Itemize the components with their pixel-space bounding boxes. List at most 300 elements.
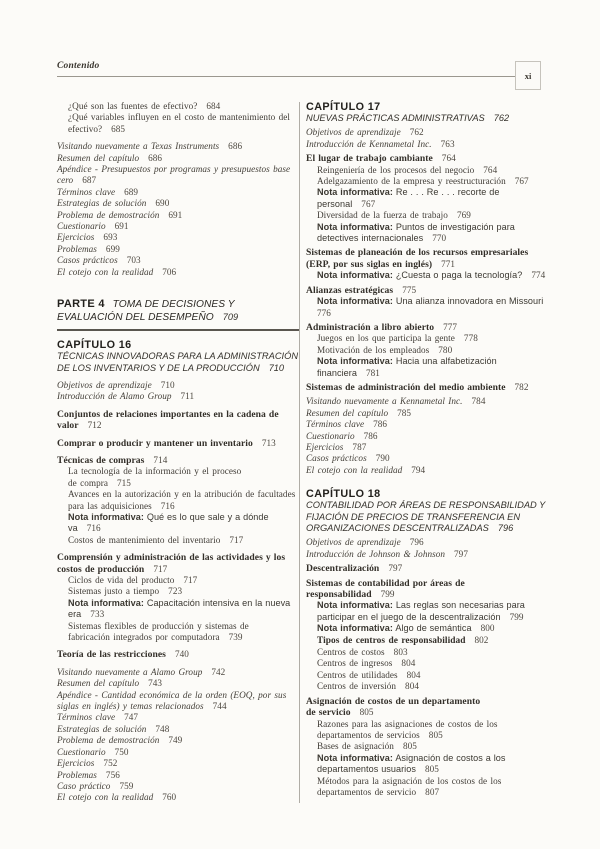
entry-text: Centros de ingresos	[317, 658, 393, 669]
entry-text: Visitando nuevamente a Kennametal Inc.	[306, 396, 463, 407]
entry-text: Casos prácticos	[306, 453, 367, 464]
page-number: 716	[160, 500, 175, 511]
page-number: 764	[483, 164, 498, 175]
entry-text: CAPÍTULO 17	[306, 101, 381, 113]
entry-text: Estrategias de solución	[57, 198, 147, 209]
toc-nota-entry	[306, 270, 546, 281]
toc-section-heading	[306, 563, 546, 574]
entry-text: Avances en la autorización y en la atribución de facultades	[68, 489, 296, 500]
entry-text: Razones para las asignaciones de costos de los	[317, 718, 498, 729]
toc-entry	[306, 165, 546, 176]
page-number: 717	[183, 575, 198, 585]
page-number: 717	[229, 534, 244, 545]
toc-meta-entry	[57, 244, 299, 255]
page-number: 743	[148, 678, 163, 689]
entry-text: Descentralización	[306, 563, 380, 575]
part-heading	[57, 311, 299, 324]
toc-meta-entry	[57, 175, 299, 186]
page-number: 805	[424, 764, 439, 775]
toc-meta-entry	[57, 391, 299, 402]
page-number: 712	[87, 420, 102, 431]
toc-entry	[306, 210, 546, 221]
running-head: Contenido	[57, 61, 100, 71]
page-number: 776	[317, 307, 331, 318]
page-folio: xi	[524, 70, 532, 81]
page-number: 764	[441, 153, 456, 164]
entry-text: CAPÍTULO 18	[306, 488, 381, 501]
toc-section-heading	[57, 409, 299, 420]
page-number: 685	[111, 123, 126, 134]
entry-text: Centros de utilidades	[317, 669, 398, 680]
entry-text: Ejercicios	[306, 441, 344, 452]
entry-text: Objetivos de aprendizaje	[306, 537, 401, 548]
entry-text: Las reglas son necesarias para	[395, 600, 525, 611]
toc-entry	[306, 719, 546, 730]
entry-text: departamentos usuarios	[317, 764, 416, 775]
toc-meta-entry	[57, 724, 299, 735]
toc-entry	[57, 632, 299, 643]
toc-entry	[57, 124, 299, 135]
nota-label: Nota informativa:	[317, 623, 393, 634]
nota-label: Nota informativa:	[317, 356, 393, 367]
toc-nota-entry	[306, 222, 546, 233]
toc-meta-entry	[306, 442, 546, 453]
toc-entry	[57, 535, 299, 546]
entry-text: Asignación de costos a los	[395, 752, 506, 763]
toc-meta-entry	[57, 712, 299, 723]
part-label: PARTE 4	[57, 298, 105, 311]
toc-meta-entry	[57, 232, 299, 243]
entry-text: ¿Cuesta o paga la tecnología?	[395, 270, 523, 281]
entry-text: Re . . . Re . . . recorte de personal	[317, 187, 500, 209]
entry-text: Problema de demostración	[57, 209, 160, 220]
toc-entry	[57, 621, 299, 632]
page-number: 699	[105, 243, 120, 254]
entry-text: Cuestionario	[306, 430, 355, 441]
toc-entry	[306, 345, 546, 356]
toc-meta-entry	[306, 537, 546, 548]
entry-text: efectivo?	[68, 123, 103, 134]
entry-text: Costos de mantenimiento del inventario	[68, 534, 221, 545]
entry-text: departamentos de servicios	[317, 729, 420, 740]
entry-text: Centros de inversión	[317, 681, 397, 692]
page-number: 691	[114, 221, 129, 232]
entry-text: Términos clave	[57, 186, 116, 197]
entry-text: Objetivos de aprendizaje	[57, 379, 152, 390]
page-number: 804	[406, 669, 421, 680]
page-number: 778	[463, 333, 478, 344]
entry-text: Términos clave	[57, 712, 116, 723]
entry-text: El cotejo con la realidad	[57, 792, 154, 803]
page-number: 787	[352, 441, 367, 452]
entry-text: Resumen del capítulo	[57, 678, 140, 689]
entry-text: Problemas	[57, 243, 97, 254]
page-number: 723	[168, 586, 183, 597]
page-number: 763	[440, 138, 455, 149]
page-number: 785	[397, 407, 412, 418]
entry-text: Introducción de Alamo Group	[57, 391, 172, 402]
entry-text: Casos prácticos	[57, 255, 118, 266]
toc-section-heading	[306, 589, 546, 600]
page-number: 767	[514, 176, 529, 187]
toc-nota-entry	[306, 308, 546, 319]
toc-meta-entry	[57, 164, 299, 175]
entry-text: ¿Qué son las fuentes de efectivo?	[68, 101, 198, 111]
toc-meta-entry	[57, 690, 299, 701]
toc-meta-entry	[57, 267, 299, 278]
toc-meta-entry	[306, 549, 546, 560]
nota-label: Nota informativa:	[317, 600, 393, 611]
page-number: 805	[428, 729, 443, 740]
toc-meta-entry	[57, 747, 299, 758]
page-number: 790	[375, 453, 390, 464]
entry-text: El cotejo con la realidad	[306, 464, 403, 475]
toc-meta-entry	[57, 678, 299, 689]
page-number: 687	[82, 175, 97, 186]
entry-text: Resumen del capítulo	[306, 407, 389, 418]
page-number: 714	[153, 454, 168, 465]
page-number: 805	[359, 707, 374, 718]
entry-text: responsabilidad	[306, 589, 372, 601]
toc-section-heading	[306, 707, 546, 718]
entry-text: CONTABILIDAD POR ÁREAS DE RESPONSABILIDAD Y	[306, 500, 546, 511]
toc-meta-entry	[306, 431, 546, 442]
toc-nota-entry	[306, 623, 546, 634]
entry-text: financiera	[317, 367, 357, 378]
toc-entry	[306, 658, 546, 669]
page-number: 747	[124, 712, 139, 723]
toc-section-heading	[306, 153, 546, 164]
entry-text: Problemas	[57, 769, 97, 780]
chapter-title	[306, 500, 546, 511]
page-number: 740	[174, 649, 189, 660]
entry-text: Caso práctico	[57, 780, 111, 791]
page-number: 794	[411, 464, 426, 475]
page-number: 769	[456, 210, 471, 221]
page-number: 710	[160, 379, 175, 390]
column-divider	[299, 102, 300, 803]
entry-text: Centros de costos	[317, 647, 385, 658]
page-number: 802	[474, 634, 489, 645]
entry-text: ¿Qué variables influyen en el costo de mantenimiento del	[68, 112, 291, 123]
nota-label: Nota informativa:	[317, 752, 393, 763]
nota-label: Nota informativa:	[317, 221, 393, 232]
page-number: 799	[380, 589, 395, 600]
entry-text: Juegos en los que participa la gente	[317, 333, 455, 344]
entry-text: costos de producción	[57, 563, 145, 575]
entry-text: Cuestionario	[57, 221, 106, 232]
page-number: 749	[168, 735, 183, 746]
toc-entry	[57, 586, 299, 597]
toc-meta-entry	[57, 210, 299, 221]
entry-text: Términos clave	[306, 419, 365, 430]
toc-section-heading	[57, 438, 299, 449]
nota-label: Nota informativa:	[317, 270, 393, 281]
nota-label: Nota informativa:	[68, 597, 144, 608]
chapter-title	[57, 351, 299, 362]
nota-label: Nota informativa:	[317, 187, 393, 198]
page-number: 762	[409, 127, 424, 138]
toc-meta-entry	[57, 758, 299, 769]
toc-nota-entry	[306, 764, 546, 775]
entry-text: para las adquisiciones	[68, 500, 152, 511]
toc-nota-entry	[306, 187, 546, 210]
part-rule	[57, 329, 299, 331]
toc-nota-entry	[57, 512, 299, 535]
entry-text: Visitando nuevamente a Texas Instruments	[57, 141, 220, 152]
toc-meta-entry	[57, 187, 299, 198]
toc-column-left	[57, 101, 299, 804]
entry-text: Estrategias de solución	[57, 723, 147, 734]
toc-entry	[306, 681, 546, 692]
entry-text: Qué es lo que sale y a dónde va	[68, 511, 269, 534]
entry-text: Introducción de Kennametal Inc.	[306, 138, 432, 149]
entry-text: FIJACIÓN DE PRECIOS DE TRANSFERENCIA EN	[306, 511, 521, 522]
entry-text: Ciclos de vida del producto	[68, 575, 175, 585]
entry-text: Administración a libro abierto	[306, 321, 435, 333]
toc-section-heading	[306, 696, 546, 707]
entry-text: Técnicas de compras	[57, 454, 145, 466]
toc-entry	[306, 741, 546, 752]
page-number: 742	[211, 666, 226, 677]
page-number: 703	[126, 255, 141, 266]
toc-meta-entry	[57, 255, 299, 266]
toc-section-heading	[306, 247, 546, 258]
entry-text: Sistemas justo a tiempo	[68, 586, 160, 597]
page-number: 686	[228, 141, 243, 152]
chapter-number	[306, 488, 546, 500]
page-number: 748	[155, 723, 170, 734]
entry-text: Reingeniería de los procesos del negocio	[317, 164, 475, 175]
toc-entry	[306, 333, 546, 344]
entry-text: Sistemas flexibles de producción y sistemas de	[68, 620, 249, 631]
page-number: 780	[438, 344, 453, 355]
page-number: 782	[514, 381, 529, 392]
page-number: 784	[471, 396, 486, 407]
entry-text: Una alianza innovadora en Missouri	[395, 296, 544, 307]
entry-text: Resumen del capítulo	[57, 152, 140, 163]
page-number: 800	[480, 623, 495, 634]
toc-meta-entry	[57, 701, 299, 712]
entry-text: Algo de semántica	[395, 623, 472, 634]
page-number: 716	[86, 523, 101, 534]
entry-text: Tipos de centros de responsabilidad	[317, 635, 466, 646]
toc-entry	[57, 575, 299, 586]
entry-text: TOMA DE DECISIONES Y	[112, 299, 235, 311]
entry-text: Teoría de las restricciones	[57, 649, 166, 661]
toc-meta-entry	[57, 153, 299, 164]
toc-section-heading	[306, 382, 546, 393]
entry-text: Alianzas estratégicas	[306, 284, 394, 296]
entry-text: Ejercicios	[57, 232, 95, 243]
toc-section-heading	[306, 259, 546, 270]
page-number: 750	[114, 746, 129, 757]
part-heading	[57, 298, 299, 311]
page-number: 803	[393, 647, 408, 658]
entry-text: El cotejo con la realidad	[57, 266, 154, 277]
page-number: 715	[116, 477, 131, 488]
toc-meta-entry	[57, 198, 299, 209]
entry-text: Apéndice - Cantidad económica de la orden (EOQ, por sus	[57, 689, 287, 700]
entry-text: participar en el juego de la descentralización	[317, 611, 501, 622]
entry-text: Comprensión y administración de las actividades y los	[57, 552, 286, 564]
toc-meta-entry	[306, 139, 546, 150]
page-number: 796	[409, 537, 424, 548]
entry-text: Capacitación intensiva en la nueva	[146, 597, 291, 608]
page-number: 752	[103, 758, 118, 769]
entry-text: Sistemas de planeación de los recursos empresariales	[306, 247, 529, 259]
toc-column-right	[306, 101, 546, 798]
page-number: 799	[509, 611, 524, 622]
entry-text: CAPÍTULO 16	[57, 339, 132, 352]
nota-label: Nota informativa:	[317, 296, 393, 307]
toc-meta-entry	[57, 770, 299, 781]
toc-nota-entry	[306, 753, 546, 764]
page-number: 774	[531, 270, 546, 281]
entry-text: NUEVAS PRÁCTICAS ADMINISTRATIVAS	[306, 113, 485, 123]
entry-text: TÉCNICAS INNOVADORAS PARA LA ADMINISTRACIÓN	[57, 351, 299, 362]
entry-text: Ejercicios	[57, 758, 95, 769]
toc-nota-entry	[57, 598, 299, 609]
page-number: 805	[402, 741, 417, 752]
page-number: 693	[103, 232, 118, 243]
chapter-title	[306, 113, 546, 124]
page-number: 786	[363, 430, 378, 441]
entry-text: Diversidad de la fuerza de trabajo	[317, 210, 448, 221]
page-number: 744	[212, 701, 227, 712]
chapter-title	[57, 363, 299, 374]
page-number: 691	[168, 209, 183, 220]
entry-text: Objetivos de aprendizaje	[306, 127, 401, 138]
toc-entry	[57, 489, 299, 500]
toc-entry	[306, 776, 546, 787]
toc-section-heading	[306, 578, 546, 589]
page-number: 786	[373, 419, 388, 430]
entry-text: Apéndice - Presupuestos por programas y presupuestos base	[57, 164, 291, 175]
entry-text: Adelgazamiento de la empresa y reestructuración	[317, 176, 506, 187]
page-number: 807	[425, 786, 440, 797]
page-number: 686	[148, 152, 163, 163]
page-number: 760	[162, 792, 177, 803]
page-number: 771	[441, 258, 456, 269]
page-number: 797	[388, 563, 403, 574]
toc-entry	[306, 176, 546, 187]
toc-section-heading	[57, 420, 299, 431]
chapter-number	[306, 101, 546, 113]
page-number: 689	[124, 186, 139, 197]
entry-text: detectives internacionales	[317, 233, 424, 244]
page-number: 756	[105, 769, 120, 780]
header-rule	[57, 76, 516, 77]
toc-nota-entry	[306, 368, 546, 379]
entry-text: ORGANIZACIONES DESCENTRALIZADAS	[306, 523, 489, 533]
entry-text: valor	[57, 420, 79, 432]
page-number: 711	[180, 391, 195, 402]
toc-entry	[57, 478, 299, 489]
entry-text: Métodos para la asignación de los costos de los	[317, 775, 502, 786]
toc-meta-entry	[306, 127, 546, 138]
toc-nota-entry	[306, 356, 546, 367]
toc-entry	[306, 787, 546, 798]
entry-text: Puntos de investigación para	[395, 221, 515, 232]
toc-meta-entry	[306, 396, 546, 407]
toc-nota-entry	[57, 609, 299, 620]
toc-meta-entry	[306, 419, 546, 430]
page-number: 759	[119, 780, 134, 791]
toc-entry	[57, 112, 299, 123]
page-number: 709	[222, 312, 239, 323]
page-number: 796	[497, 523, 514, 533]
entry-text: Introducción de Johnson & Johnson	[306, 548, 446, 559]
toc-meta-entry	[306, 465, 546, 476]
folio-box	[515, 61, 541, 90]
toc-nota-entry	[306, 233, 546, 244]
toc-meta-entry	[306, 453, 546, 464]
toc-subsection-heading	[306, 635, 546, 647]
toc-section-heading	[57, 564, 299, 575]
toc-entry	[57, 501, 299, 512]
entry-text: Visitando nuevamente a Alamo Group	[57, 666, 203, 677]
entry-text: (ERP, por sus siglas en inglés)	[306, 258, 433, 270]
toc-meta-entry	[57, 781, 299, 792]
entry-text: era	[68, 609, 82, 620]
page-number: 777	[443, 321, 458, 332]
page-number: 739	[228, 632, 243, 643]
toc-section-heading	[306, 285, 546, 296]
toc-meta-entry	[57, 221, 299, 232]
entry-text: Motivación de los empleados	[317, 344, 430, 355]
entry-text: de servicio	[306, 707, 351, 719]
entry-text: fabricación integrados por computadora	[68, 632, 220, 643]
entry-text: de compra	[68, 477, 108, 488]
toc-entry	[57, 101, 299, 112]
entry-text: Asignación de costos de un departamento	[306, 695, 481, 707]
toc-section-heading	[57, 455, 299, 466]
page-number: 710	[268, 362, 285, 373]
chapter-title	[306, 512, 546, 523]
toc-section-heading	[306, 322, 546, 333]
entry-text: Sistemas de contabilidad por áreas de	[306, 577, 465, 589]
toc-entry	[306, 647, 546, 658]
page-number: 690	[155, 198, 170, 209]
toc-meta-entry	[57, 735, 299, 746]
entry-text: La tecnología de la información y el proceso	[68, 466, 242, 477]
entry-text: Comprar o producir y mantener un inventario	[57, 437, 253, 449]
page-number: 797	[454, 548, 468, 559]
entry-text: Cuestionario	[57, 746, 106, 757]
entry-text: Sistemas de administración del medio ambiente	[306, 381, 506, 393]
page-number: 781	[365, 367, 380, 378]
toc-entry	[306, 670, 546, 681]
entry-text: El lugar de trabajo cambiante	[306, 153, 433, 165]
entry-text: siglas en inglés) y temas relacionados	[57, 701, 204, 712]
entry-text: DE LOS INVENTARIOS Y DE LA PRODUCCIÓN	[57, 362, 260, 373]
toc-nota-entry	[306, 296, 546, 307]
entry-text: departamentos de servicio	[317, 786, 417, 797]
page-number: 684	[206, 101, 221, 111]
page-number: 775	[402, 284, 417, 295]
entry-text: Conjuntos de relaciones importantes en la cadena de	[57, 408, 279, 420]
nota-label: Nota informativa:	[68, 511, 144, 522]
toc-section-heading	[57, 552, 299, 563]
toc-meta-entry	[57, 380, 299, 391]
page-number: 717	[153, 563, 168, 574]
page-number: 767	[361, 198, 376, 209]
toc-meta-entry	[57, 141, 299, 152]
chapter-number	[57, 339, 299, 351]
entry-text: EVALUACIÓN DEL DESEMPEÑO	[57, 312, 214, 324]
page-number: 762	[493, 113, 510, 123]
